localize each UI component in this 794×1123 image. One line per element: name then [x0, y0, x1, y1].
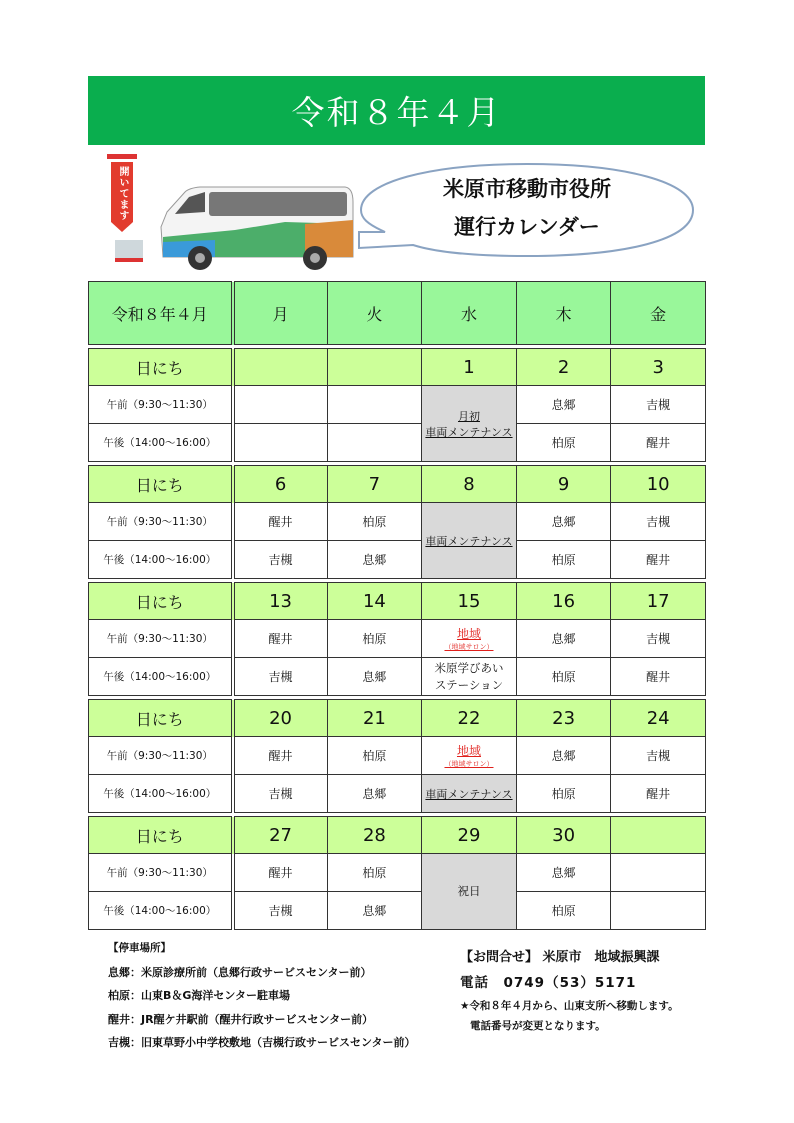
- parking-item: 醒井：JR醒ケ井駅前（醒井行政サービスセンター前）: [108, 1012, 374, 1026]
- date-row: [89, 700, 706, 737]
- location-cell: 醒井: [233, 854, 328, 892]
- location-cell: 息郷: [516, 620, 611, 658]
- date-cell: [233, 349, 328, 386]
- date-cell: 14: [327, 583, 422, 620]
- date-cell: 9: [516, 466, 611, 503]
- am-row: [89, 386, 706, 424]
- bubble-title: [392, 170, 662, 246]
- date-cell: 17: [611, 583, 706, 620]
- location-cell: 柏原: [516, 892, 611, 930]
- am-row-label: 午前（9:30～11:30）: [89, 620, 233, 658]
- van-image: [161, 187, 353, 270]
- location-cell: 柏原: [516, 541, 611, 579]
- contact-info: [460, 946, 679, 1036]
- location-cell: 柏原: [327, 854, 422, 892]
- location-cell: 吉槻: [611, 737, 706, 775]
- page-title-banner: [88, 76, 705, 145]
- location-cell: 息郷: [516, 503, 611, 541]
- header-month-label: 令和８年４月: [89, 282, 233, 345]
- location-cell: 息郷: [327, 892, 422, 930]
- contact-heading: 【お問合せ】 米原市 地域振興課: [460, 950, 660, 965]
- pm-row-label: 午後（14:00～16:00）: [89, 541, 233, 579]
- location-cell: 吉槻: [233, 658, 328, 696]
- am-row: [89, 854, 706, 892]
- community-salon-label: 地域: [456, 744, 481, 758]
- date-cell: 27: [233, 817, 328, 854]
- schedule-note-cell: [422, 658, 517, 696]
- location-cell: 吉槻: [233, 892, 328, 930]
- location-cell: 息郷: [516, 737, 611, 775]
- flag-banner-text: 開いてます: [117, 165, 128, 221]
- schedule-note-line: 祝日: [457, 884, 481, 898]
- location-cell: 醒井: [233, 620, 328, 658]
- parking-heading: 【停車場所】: [108, 942, 171, 954]
- date-cell: 29: [422, 817, 517, 854]
- date-cell: 21: [327, 700, 422, 737]
- date-row-label: 日にち: [89, 466, 233, 503]
- date-cell: 15: [422, 583, 517, 620]
- pm-row: [89, 892, 706, 930]
- date-cell: 23: [516, 700, 611, 737]
- date-cell: 24: [611, 700, 706, 737]
- location-cell: 醒井: [611, 658, 706, 696]
- schedule-note-line: 米原学びあい: [434, 660, 504, 675]
- date-row-label: 日にち: [89, 583, 233, 620]
- location-cell: 吉槻: [233, 541, 328, 579]
- am-row-label: 午前（9:30～11:30）: [89, 503, 233, 541]
- location-cell: 柏原: [516, 658, 611, 696]
- schedule-note-line: ステーション: [434, 677, 504, 692]
- date-cell: 30: [516, 817, 611, 854]
- pm-row-label: 午後（14:00～16:00）: [89, 424, 233, 462]
- am-row-label: 午前（9:30～11:30）: [89, 386, 233, 424]
- schedule-note-cell: [422, 737, 517, 775]
- date-cell: 3: [611, 349, 706, 386]
- location-cell: 息郷: [516, 854, 611, 892]
- location-cell: 息郷: [327, 658, 422, 696]
- header-day-fri: 金: [611, 282, 706, 345]
- am-row: [89, 737, 706, 775]
- date-cell: 10: [611, 466, 706, 503]
- contact-note: ★令和８年４月から、山東支所へ移動します。: [460, 1000, 679, 1012]
- am-row-label: 午前（9:30～11:30）: [89, 737, 233, 775]
- parking-locations: [108, 937, 416, 1055]
- location-cell: 醒井: [233, 737, 328, 775]
- parking-item: 柏原：山東B＆G海洋センター駐車場: [108, 989, 290, 1002]
- date-cell: 13: [233, 583, 328, 620]
- location-cell: 柏原: [516, 775, 611, 813]
- contact-note: 電話番号が変更となります。: [470, 1020, 606, 1032]
- location-cell: 吉槻: [233, 775, 328, 813]
- bubble-title-line1: 米原市移動市役所: [443, 177, 611, 201]
- date-row: [89, 817, 706, 854]
- date-cell: 6: [233, 466, 328, 503]
- location-cell: [327, 424, 422, 462]
- contact-phone: 電話 0749（53）5171: [460, 975, 637, 991]
- location-cell: 吉槻: [611, 620, 706, 658]
- date-cell: 7: [327, 466, 422, 503]
- schedule-note-line: 車両メンテナンス: [425, 787, 513, 801]
- location-cell: 醒井: [611, 541, 706, 579]
- location-cell: 醒井: [611, 424, 706, 462]
- schedule-note-line: 車両メンテナンス: [425, 534, 513, 548]
- am-row-label: 午前（9:30～11:30）: [89, 854, 233, 892]
- community-salon-sub: （地域サロン）: [444, 760, 494, 768]
- date-cell: 28: [327, 817, 422, 854]
- location-cell: 吉槻: [611, 386, 706, 424]
- community-salon-sub: （地域サロン）: [444, 643, 494, 651]
- date-cell: 2: [516, 349, 611, 386]
- date-cell: 8: [422, 466, 517, 503]
- page-title: 令和８年４月: [291, 93, 502, 132]
- schedule-note-cell: [422, 386, 517, 462]
- date-row: [89, 466, 706, 503]
- date-cell: [611, 817, 706, 854]
- calendar-header-row: [89, 282, 706, 345]
- header-day-mon: 月: [233, 282, 328, 345]
- date-cell: [327, 349, 422, 386]
- header-day-wed: 水: [422, 282, 517, 345]
- location-cell: 息郷: [327, 775, 422, 813]
- schedule-note-cell: [422, 775, 517, 813]
- location-cell: [611, 892, 706, 930]
- date-cell: 1: [422, 349, 517, 386]
- location-cell: 吉槻: [611, 503, 706, 541]
- parking-item: 吉槻：旧東草野小中学校敷地（吉槻行政サービスセンター前）: [108, 1036, 416, 1049]
- pm-row: [89, 424, 706, 462]
- location-cell: [327, 386, 422, 424]
- location-cell: 柏原: [327, 620, 422, 658]
- date-row: [89, 583, 706, 620]
- am-row: [89, 620, 706, 658]
- pm-row-label: 午後（14:00～16:00）: [89, 775, 233, 813]
- date-row: [89, 349, 706, 386]
- location-cell: 醒井: [611, 775, 706, 813]
- date-row-label: 日にち: [89, 700, 233, 737]
- date-cell: 16: [516, 583, 611, 620]
- location-cell: [233, 386, 328, 424]
- date-row-label: 日にち: [89, 349, 233, 386]
- am-row: [89, 503, 706, 541]
- schedule-note-line: 月初: [457, 409, 480, 423]
- location-cell: 柏原: [327, 503, 422, 541]
- schedule-note-line: 車両メンテナンス: [425, 425, 513, 439]
- parking-item: 息郷：米原診療所前（息郷行政サービスセンター前）: [108, 965, 372, 979]
- date-row-label: 日にち: [89, 817, 233, 854]
- location-cell: 息郷: [516, 386, 611, 424]
- schedule-note-cell: [422, 620, 517, 658]
- schedule-note-cell: [422, 854, 517, 930]
- location-cell: 息郷: [327, 541, 422, 579]
- location-cell: 柏原: [516, 424, 611, 462]
- calendar-table: [88, 281, 706, 930]
- pm-row: [89, 775, 706, 813]
- header-day-thu: 木: [516, 282, 611, 345]
- pm-row: [89, 541, 706, 579]
- location-cell: [611, 854, 706, 892]
- header-day-tue: 火: [327, 282, 422, 345]
- pm-row: [89, 658, 706, 696]
- location-cell: 柏原: [327, 737, 422, 775]
- mobile-office-van-illustration: [105, 152, 355, 272]
- schedule-note-cell: [422, 503, 517, 579]
- community-salon-label: 地域: [456, 627, 481, 641]
- pm-row-label: 午後（14:00～16:00）: [89, 892, 233, 930]
- location-cell: 醒井: [233, 503, 328, 541]
- date-cell: 20: [233, 700, 328, 737]
- bubble-title-line2: 運行カレンダー: [454, 215, 600, 239]
- date-cell: 22: [422, 700, 517, 737]
- location-cell: [233, 424, 328, 462]
- pm-row-label: 午後（14:00～16:00）: [89, 658, 233, 696]
